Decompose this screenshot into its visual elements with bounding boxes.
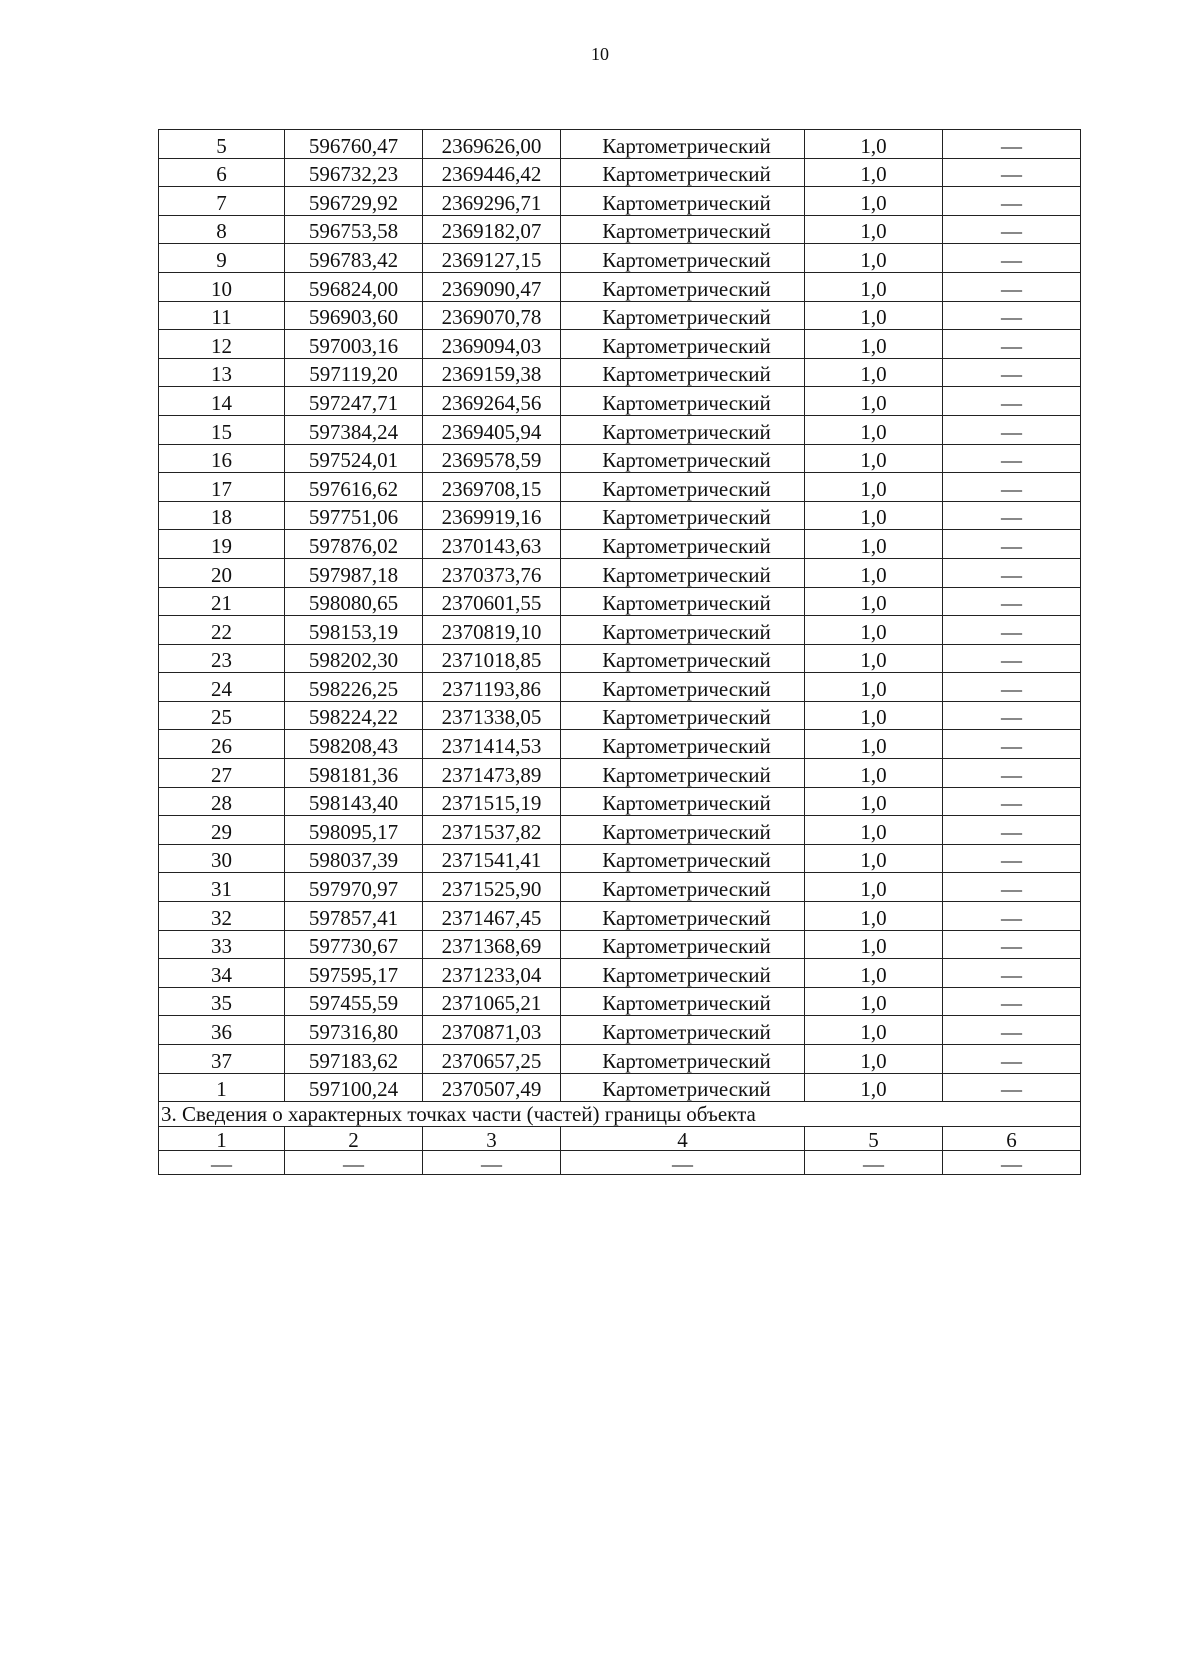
accuracy-cell: 1,0 <box>805 358 943 387</box>
point-number-cell: 30 <box>159 844 285 873</box>
y-coordinate-cell: 2371233,04 <box>423 959 561 988</box>
x-coordinate-cell: 596753,58 <box>285 215 423 244</box>
empty-cell: — <box>285 1151 423 1175</box>
y-coordinate-cell: 2371414,53 <box>423 730 561 759</box>
empty-cell: — <box>159 1151 285 1175</box>
x-coordinate-cell: 598095,17 <box>285 816 423 845</box>
empty-cell: — <box>805 1151 943 1175</box>
method-cell: Картометрический <box>561 902 805 931</box>
table-row <box>159 873 1081 902</box>
y-coordinate-cell: 2369578,59 <box>423 444 561 473</box>
accuracy-cell: 1,0 <box>805 244 943 273</box>
point-number-cell: 14 <box>159 387 285 416</box>
x-coordinate-cell: 597100,24 <box>285 1073 423 1102</box>
point-number-cell: 37 <box>159 1045 285 1074</box>
description-cell: — <box>943 301 1081 330</box>
x-coordinate-cell: 598037,39 <box>285 844 423 873</box>
accuracy-cell: 1,0 <box>805 444 943 473</box>
description-cell: — <box>943 673 1081 702</box>
point-number-cell: 19 <box>159 530 285 559</box>
method-cell: Картометрический <box>561 272 805 301</box>
description-cell: — <box>943 616 1081 645</box>
y-coordinate-cell: 2369090,47 <box>423 272 561 301</box>
x-coordinate-cell: 598226,25 <box>285 673 423 702</box>
x-coordinate-cell: 597751,06 <box>285 501 423 530</box>
method-cell: Картометрический <box>561 1045 805 1074</box>
y-coordinate-cell: 2370819,10 <box>423 616 561 645</box>
method-cell: Картометрический <box>561 987 805 1016</box>
column-number-header: 6 <box>943 1127 1081 1151</box>
description-cell: — <box>943 1016 1081 1045</box>
description-cell: — <box>943 1045 1081 1074</box>
table-row <box>159 759 1081 788</box>
description-cell: — <box>943 187 1081 216</box>
accuracy-cell: 1,0 <box>805 730 943 759</box>
table-row <box>159 387 1081 416</box>
description-cell: — <box>943 558 1081 587</box>
accuracy-cell: 1,0 <box>805 158 943 187</box>
table-row <box>159 301 1081 330</box>
y-coordinate-cell: 2369094,03 <box>423 330 561 359</box>
accuracy-cell: 1,0 <box>805 987 943 1016</box>
y-coordinate-cell: 2371537,82 <box>423 816 561 845</box>
point-number-cell: 33 <box>159 930 285 959</box>
y-coordinate-cell: 2371467,45 <box>423 902 561 931</box>
y-coordinate-cell: 2371515,19 <box>423 787 561 816</box>
table-row <box>159 244 1081 273</box>
x-coordinate-cell: 597119,20 <box>285 358 423 387</box>
accuracy-cell: 1,0 <box>805 902 943 931</box>
point-number-cell: 25 <box>159 701 285 730</box>
y-coordinate-cell: 2370657,25 <box>423 1045 561 1074</box>
x-coordinate-cell: 598202,30 <box>285 644 423 673</box>
table-row <box>159 1073 1081 1102</box>
x-coordinate-cell: 597616,62 <box>285 473 423 502</box>
point-number-cell: 17 <box>159 473 285 502</box>
table-row <box>159 330 1081 359</box>
method-cell: Картометрический <box>561 244 805 273</box>
y-coordinate-cell: 2371065,21 <box>423 987 561 1016</box>
description-cell: — <box>943 587 1081 616</box>
point-number-cell: 16 <box>159 444 285 473</box>
accuracy-cell: 1,0 <box>805 501 943 530</box>
x-coordinate-cell: 597455,59 <box>285 987 423 1016</box>
table-row <box>159 415 1081 444</box>
table-row <box>159 616 1081 645</box>
table-row <box>159 959 1081 988</box>
x-coordinate-cell: 598153,19 <box>285 616 423 645</box>
table-row <box>159 816 1081 845</box>
table-row <box>159 673 1081 702</box>
accuracy-cell: 1,0 <box>805 759 943 788</box>
point-number-cell: 1 <box>159 1073 285 1102</box>
description-cell: — <box>943 444 1081 473</box>
method-cell: Картометрический <box>561 844 805 873</box>
x-coordinate-cell: 597316,80 <box>285 1016 423 1045</box>
point-number-cell: 13 <box>159 358 285 387</box>
y-coordinate-cell: 2369919,16 <box>423 501 561 530</box>
y-coordinate-cell: 2371018,85 <box>423 644 561 673</box>
method-cell: Картометрический <box>561 1073 805 1102</box>
x-coordinate-cell: 596903,60 <box>285 301 423 330</box>
description-cell: — <box>943 644 1081 673</box>
accuracy-cell: 1,0 <box>805 816 943 845</box>
method-cell: Картометрический <box>561 959 805 988</box>
point-number-cell: 31 <box>159 873 285 902</box>
method-cell: Картометрический <box>561 644 805 673</box>
point-number-cell: 21 <box>159 587 285 616</box>
point-number-cell: 29 <box>159 816 285 845</box>
section3-body <box>159 1102 1081 1175</box>
description-cell: — <box>943 759 1081 788</box>
x-coordinate-cell: 598208,43 <box>285 730 423 759</box>
x-coordinate-cell: 598181,36 <box>285 759 423 788</box>
y-coordinate-cell: 2369159,38 <box>423 358 561 387</box>
accuracy-cell: 1,0 <box>805 415 943 444</box>
x-coordinate-cell: 596729,92 <box>285 187 423 216</box>
accuracy-cell: 1,0 <box>805 530 943 559</box>
description-cell: — <box>943 959 1081 988</box>
accuracy-cell: 1,0 <box>805 673 943 702</box>
x-coordinate-cell: 597384,24 <box>285 415 423 444</box>
method-cell: Картометрический <box>561 873 805 902</box>
section3-title: 3. Сведения о характерных точках части (частей) границы объекта <box>159 1102 1081 1127</box>
method-cell: Картометрический <box>561 187 805 216</box>
method-cell: Картометрический <box>561 730 805 759</box>
column-number-header: 1 <box>159 1127 285 1151</box>
accuracy-cell: 1,0 <box>805 301 943 330</box>
method-cell: Картометрический <box>561 673 805 702</box>
coordinates-table <box>158 129 1081 1175</box>
y-coordinate-cell: 2371473,89 <box>423 759 561 788</box>
method-cell: Картометрический <box>561 787 805 816</box>
section3-empty-row <box>159 1151 1081 1175</box>
accuracy-cell: 1,0 <box>805 558 943 587</box>
description-cell: — <box>943 902 1081 931</box>
empty-cell: — <box>423 1151 561 1175</box>
method-cell: Картометрический <box>561 930 805 959</box>
y-coordinate-cell: 2370373,76 <box>423 558 561 587</box>
point-number-cell: 26 <box>159 730 285 759</box>
point-number-cell: 28 <box>159 787 285 816</box>
description-cell: — <box>943 215 1081 244</box>
accuracy-cell: 1,0 <box>805 473 943 502</box>
table-row <box>159 558 1081 587</box>
description-cell: — <box>943 358 1081 387</box>
table-row <box>159 730 1081 759</box>
table-row <box>159 473 1081 502</box>
point-number-cell: 36 <box>159 1016 285 1045</box>
x-coordinate-cell: 598143,40 <box>285 787 423 816</box>
table-row <box>159 701 1081 730</box>
section3-header-row <box>159 1127 1081 1151</box>
point-number-cell: 34 <box>159 959 285 988</box>
point-number-cell: 23 <box>159 644 285 673</box>
coordinates-table-body <box>159 130 1081 1102</box>
accuracy-cell: 1,0 <box>805 1045 943 1074</box>
column-number-header: 2 <box>285 1127 423 1151</box>
table-row <box>159 930 1081 959</box>
method-cell: Картометрический <box>561 330 805 359</box>
accuracy-cell: 1,0 <box>805 873 943 902</box>
table-row <box>159 158 1081 187</box>
point-number-cell: 15 <box>159 415 285 444</box>
y-coordinate-cell: 2369070,78 <box>423 301 561 330</box>
x-coordinate-cell: 597524,01 <box>285 444 423 473</box>
description-cell: — <box>943 930 1081 959</box>
description-cell: — <box>943 330 1081 359</box>
description-cell: — <box>943 272 1081 301</box>
y-coordinate-cell: 2371193,86 <box>423 673 561 702</box>
point-number-cell: 35 <box>159 987 285 1016</box>
x-coordinate-cell: 597595,17 <box>285 959 423 988</box>
table-row <box>159 902 1081 931</box>
x-coordinate-cell: 598080,65 <box>285 587 423 616</box>
method-cell: Картометрический <box>561 473 805 502</box>
empty-cell: — <box>943 1151 1081 1175</box>
x-coordinate-cell: 597730,67 <box>285 930 423 959</box>
y-coordinate-cell: 2371525,90 <box>423 873 561 902</box>
description-cell: — <box>943 701 1081 730</box>
point-number-cell: 32 <box>159 902 285 931</box>
accuracy-cell: 1,0 <box>805 701 943 730</box>
accuracy-cell: 1,0 <box>805 587 943 616</box>
y-coordinate-cell: 2369446,42 <box>423 158 561 187</box>
table-row <box>159 787 1081 816</box>
y-coordinate-cell: 2369708,15 <box>423 473 561 502</box>
table-row <box>159 530 1081 559</box>
method-cell: Картометрический <box>561 616 805 645</box>
accuracy-cell: 1,0 <box>805 330 943 359</box>
y-coordinate-cell: 2371338,05 <box>423 701 561 730</box>
y-coordinate-cell: 2370601,55 <box>423 587 561 616</box>
x-coordinate-cell: 596783,42 <box>285 244 423 273</box>
accuracy-cell: 1,0 <box>805 1016 943 1045</box>
table-row <box>159 358 1081 387</box>
method-cell: Картометрический <box>561 759 805 788</box>
x-coordinate-cell: 596760,47 <box>285 130 423 159</box>
x-coordinate-cell: 597876,02 <box>285 530 423 559</box>
x-coordinate-cell: 597183,62 <box>285 1045 423 1074</box>
method-cell: Картометрический <box>561 387 805 416</box>
table-row <box>159 501 1081 530</box>
method-cell: Картометрический <box>561 215 805 244</box>
table-row <box>159 1045 1081 1074</box>
description-cell: — <box>943 787 1081 816</box>
description-cell: — <box>943 1073 1081 1102</box>
method-cell: Картометрический <box>561 158 805 187</box>
accuracy-cell: 1,0 <box>805 130 943 159</box>
method-cell: Картометрический <box>561 444 805 473</box>
point-number-cell: 20 <box>159 558 285 587</box>
accuracy-cell: 1,0 <box>805 187 943 216</box>
accuracy-cell: 1,0 <box>805 787 943 816</box>
method-cell: Картометрический <box>561 558 805 587</box>
point-number-cell: 9 <box>159 244 285 273</box>
point-number-cell: 5 <box>159 130 285 159</box>
y-coordinate-cell: 2369626,00 <box>423 130 561 159</box>
method-cell: Картометрический <box>561 415 805 444</box>
accuracy-cell: 1,0 <box>805 215 943 244</box>
y-coordinate-cell: 2369182,07 <box>423 215 561 244</box>
point-number-cell: 12 <box>159 330 285 359</box>
empty-cell: — <box>561 1151 805 1175</box>
point-number-cell: 8 <box>159 215 285 244</box>
method-cell: Картометрический <box>561 358 805 387</box>
x-coordinate-cell: 597003,16 <box>285 330 423 359</box>
accuracy-cell: 1,0 <box>805 844 943 873</box>
column-number-header: 5 <box>805 1127 943 1151</box>
y-coordinate-cell: 2370871,03 <box>423 1016 561 1045</box>
x-coordinate-cell: 597857,41 <box>285 902 423 931</box>
method-cell: Картометрический <box>561 1016 805 1045</box>
table-row <box>159 187 1081 216</box>
y-coordinate-cell: 2371368,69 <box>423 930 561 959</box>
x-coordinate-cell: 597247,71 <box>285 387 423 416</box>
y-coordinate-cell: 2369405,94 <box>423 415 561 444</box>
description-cell: — <box>943 387 1081 416</box>
table-row <box>159 444 1081 473</box>
table-row <box>159 587 1081 616</box>
point-number-cell: 22 <box>159 616 285 645</box>
description-cell: — <box>943 873 1081 902</box>
description-cell: — <box>943 844 1081 873</box>
table-row <box>159 1016 1081 1045</box>
method-cell: Картометрический <box>561 130 805 159</box>
method-cell: Картометрический <box>561 701 805 730</box>
accuracy-cell: 1,0 <box>805 930 943 959</box>
y-coordinate-cell: 2369296,71 <box>423 187 561 216</box>
description-cell: — <box>943 530 1081 559</box>
accuracy-cell: 1,0 <box>805 959 943 988</box>
description-cell: — <box>943 158 1081 187</box>
description-cell: — <box>943 816 1081 845</box>
column-number-header: 4 <box>561 1127 805 1151</box>
point-number-cell: 27 <box>159 759 285 788</box>
accuracy-cell: 1,0 <box>805 644 943 673</box>
point-number-cell: 10 <box>159 272 285 301</box>
method-cell: Картометрический <box>561 301 805 330</box>
y-coordinate-cell: 2369127,15 <box>423 244 561 273</box>
x-coordinate-cell: 597987,18 <box>285 558 423 587</box>
y-coordinate-cell: 2371541,41 <box>423 844 561 873</box>
description-cell: — <box>943 130 1081 159</box>
accuracy-cell: 1,0 <box>805 387 943 416</box>
point-number-cell: 7 <box>159 187 285 216</box>
description-cell: — <box>943 730 1081 759</box>
accuracy-cell: 1,0 <box>805 616 943 645</box>
method-cell: Картометрический <box>561 587 805 616</box>
description-cell: — <box>943 501 1081 530</box>
accuracy-cell: 1,0 <box>805 1073 943 1102</box>
table-row <box>159 215 1081 244</box>
table-row <box>159 987 1081 1016</box>
x-coordinate-cell: 596824,00 <box>285 272 423 301</box>
table-row <box>159 844 1081 873</box>
method-cell: Картометрический <box>561 816 805 845</box>
section3-title-row <box>159 1102 1081 1127</box>
page-number: 10 <box>591 44 609 64</box>
x-coordinate-cell: 596732,23 <box>285 158 423 187</box>
accuracy-cell: 1,0 <box>805 272 943 301</box>
point-number-cell: 24 <box>159 673 285 702</box>
y-coordinate-cell: 2370143,63 <box>423 530 561 559</box>
table-row <box>159 644 1081 673</box>
description-cell: — <box>943 415 1081 444</box>
method-cell: Картометрический <box>561 530 805 559</box>
table-row <box>159 272 1081 301</box>
method-cell: Картометрический <box>561 501 805 530</box>
description-cell: — <box>943 987 1081 1016</box>
x-coordinate-cell: 598224,22 <box>285 701 423 730</box>
table-row <box>159 130 1081 159</box>
point-number-cell: 11 <box>159 301 285 330</box>
description-cell: — <box>943 473 1081 502</box>
point-number-cell: 6 <box>159 158 285 187</box>
x-coordinate-cell: 597970,97 <box>285 873 423 902</box>
y-coordinate-cell: 2370507,49 <box>423 1073 561 1102</box>
description-cell: — <box>943 244 1081 273</box>
point-number-cell: 18 <box>159 501 285 530</box>
y-coordinate-cell: 2369264,56 <box>423 387 561 416</box>
column-number-header: 3 <box>423 1127 561 1151</box>
